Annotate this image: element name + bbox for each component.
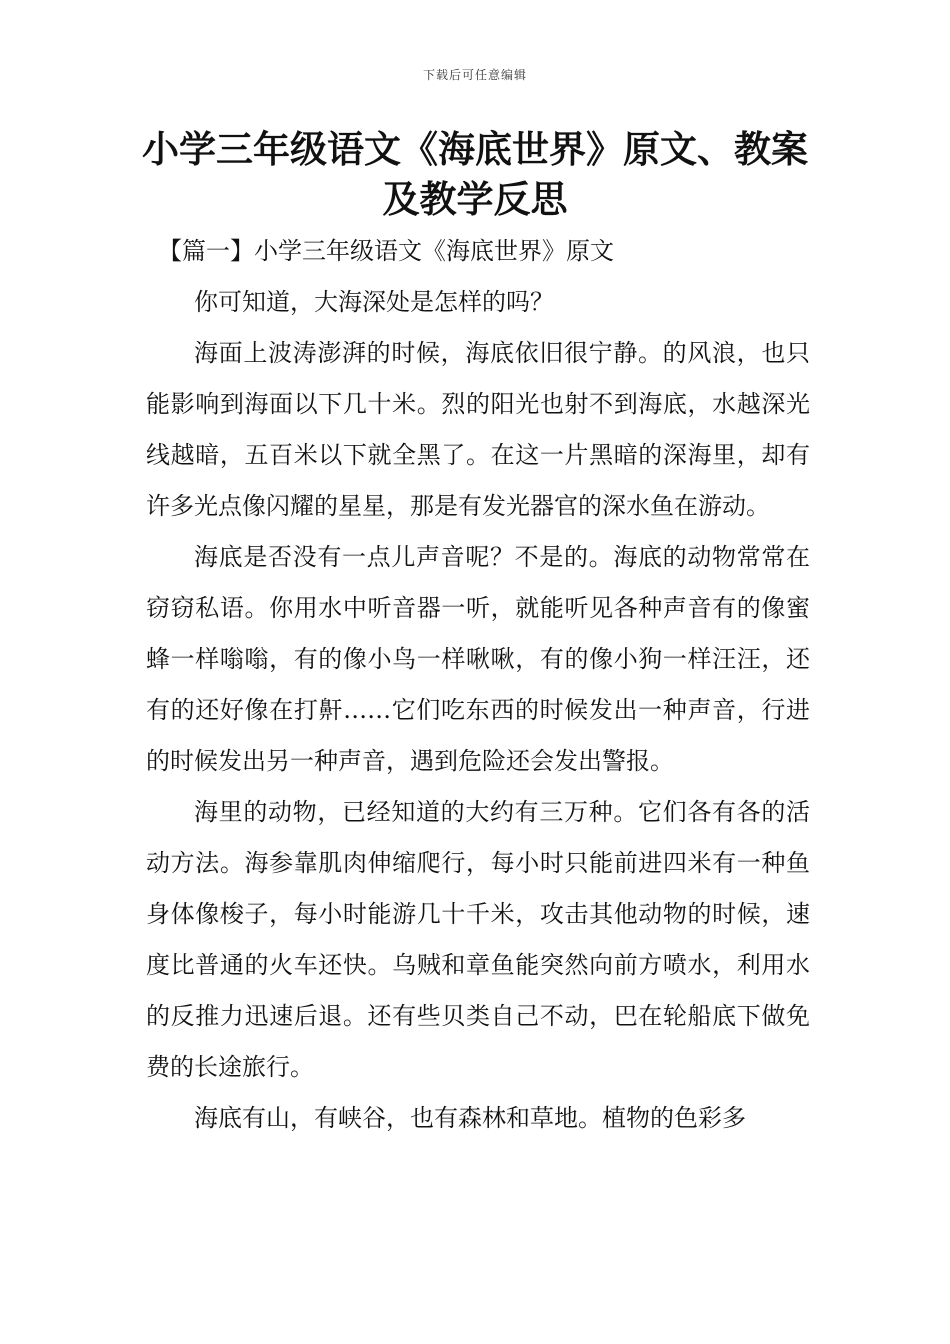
paragraph: 海底是否没有一点儿声音呢？不是的。海底的动物常常在窃窃私语。你用水中听音器一听，就能听见各种声音有的像蜜蜂一样嗡嗡，有的像小鸟一样啾啾，有的像小狗一样汪汪，还有的还好像在打鼾……它们吃东西的时候发出一种声音，行进的时候发出另一种声音，遇到危险还会发出警报。: [146, 543, 810, 775]
document-body: [146, 226, 810, 1144]
paragraph: 海里的动物，已经知道的大约有三万种。它们各有各的活动方法。海参靠肌肉伸缩爬行，每小时只能前进四米有一种鱼身体像梭子，每小时能游几十千米，攻击其他动物的时候，速度比普通的火车还快。乌贼和章鱼能突然向前方喷水，利用水的反推力迅速后退。还有些贝类自己不动，巴在轮船底下做免费的长途旅行。: [146, 798, 810, 1081]
title-line-2: 及教学反思: [382, 178, 568, 221]
paragraph: 海底有山，有峡谷，也有森林和草地。植物的色彩多: [194, 1104, 746, 1132]
title-line-1: 小学三年级语文《海底世界》原文、教案: [142, 128, 808, 171]
header-note: 下载后可任意编辑: [422, 68, 527, 82]
document-title: [100, 125, 850, 225]
paragraph: 你可知道，大海深处是怎样的吗？: [194, 288, 554, 316]
section-heading: 【篇一】小学三年级语文《海底世界》原文: [158, 237, 614, 265]
paragraph: 海面上波涛澎湃的时候，海底依旧很宁静。的风浪，也只能影响到海面以下几十米。烈的阳光也射不到海底，水越深光线越暗，五百米以下就全黑了。在这一片黑暗的深海里，却有许多光点像闪耀的星星，那是有发光器官的深水鱼在游动。: [146, 339, 810, 520]
